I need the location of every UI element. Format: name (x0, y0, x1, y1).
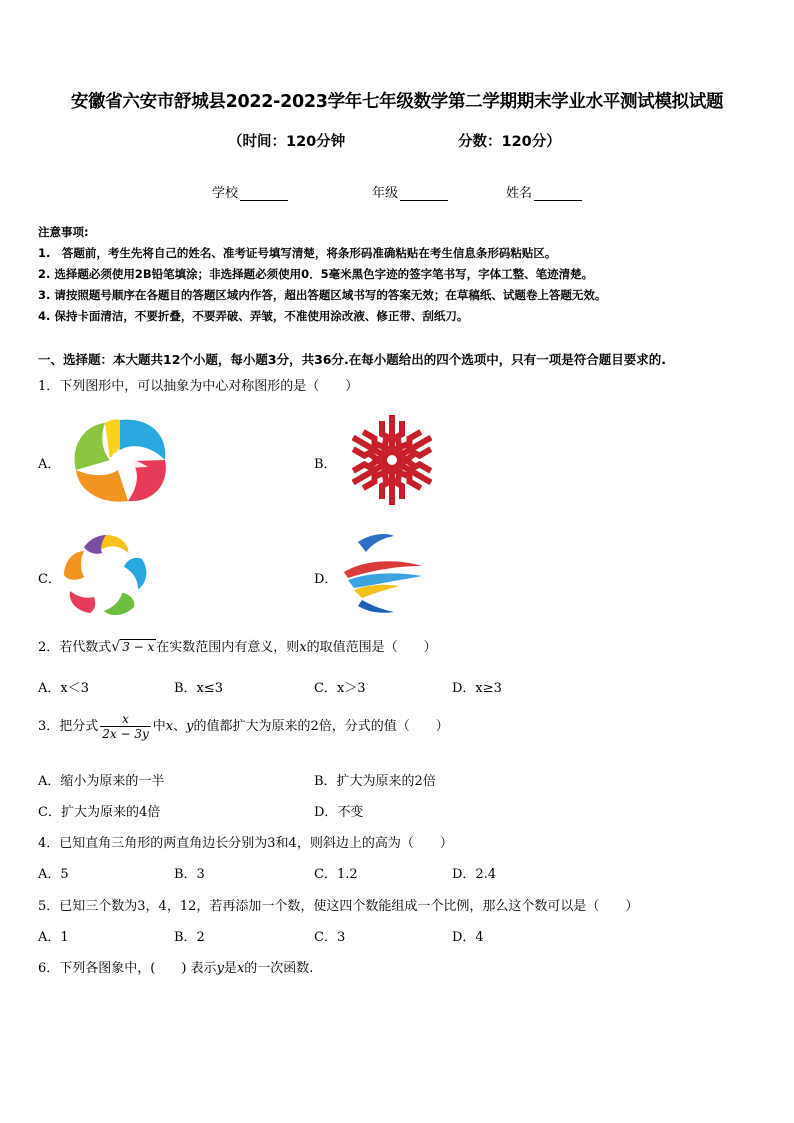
q3-sep: 、 (173, 719, 187, 734)
q5-option-b[interactable]: B．2 (174, 930, 205, 945)
q2-pre: 2．若代数式 (38, 640, 112, 655)
q6-post: 的一次函数. (244, 961, 314, 976)
q4-option-b[interactable]: B．3 (174, 867, 205, 882)
q3-mid: 中 (152, 719, 166, 734)
question-2-stem (38, 636, 437, 655)
figure-a-petal-logo (70, 415, 170, 505)
q2-option-c[interactable]: C．x＞3 (314, 681, 366, 696)
q3-y: y (186, 719, 194, 734)
q3-x: x (165, 719, 174, 734)
q6-mid: 是 (223, 961, 237, 976)
name-label: 姓名 (506, 186, 533, 201)
q3-option-d[interactable]: D．不变 (314, 805, 364, 820)
q2-radicand: 3 − x (122, 640, 155, 654)
school-field (212, 182, 288, 201)
exam-score: 分数：120分） (458, 134, 561, 150)
q1-option-c-label: C． (38, 572, 61, 587)
q3-numerator: x (122, 712, 129, 726)
school-blank[interactable] (240, 188, 288, 201)
grade-field (372, 182, 448, 201)
q5-option-c[interactable]: C．3 (314, 930, 346, 945)
q5-option-a[interactable]: A．1 (38, 930, 69, 945)
q1-option-a-label: A． (38, 457, 61, 472)
q2-option-a[interactable]: A．x＜3 (38, 681, 89, 696)
grade-blank[interactable] (400, 188, 448, 201)
q4-option-a[interactable]: A．5 (38, 867, 69, 882)
question-6-stem (38, 957, 313, 976)
school-label: 学校 (212, 186, 239, 201)
q5-option-d[interactable]: D．4 (452, 930, 484, 945)
q3-pre: 3．把分式 (38, 719, 99, 734)
exam-title: 安徽省六安市舒城县2022-2023学年七年级数学第二学期期末学业水平测试模拟试题 (70, 92, 724, 112)
q1-option-d-label: D． (314, 572, 338, 587)
q3-post: 的值都扩大为原来的2倍，分式的值（ ） (193, 719, 449, 734)
grade-label: 年级 (372, 186, 399, 201)
question-1-stem: 1．下列图形中，可以抽象为中心对称图形的是（ ） (38, 379, 359, 394)
notes-heading: 注意事项: (38, 225, 89, 239)
q6-x: x (236, 961, 245, 976)
note-item: 1. 答题前，考生先将自己的姓名、准考证号填写清楚，将条形码准确粘贴在考生信息条形码粘贴区。 (38, 246, 557, 260)
q4-option-c[interactable]: C．1.2 (314, 867, 358, 882)
q3-denominator: 2x − 3y (102, 727, 149, 741)
note-item: 4. 保持卡面清洁，不要折叠，不要弄破、弄皱，不准使用涂改液、修正带、刮纸刀。 (38, 309, 469, 323)
q3-option-b[interactable]: B．扩大为原来的2倍 (314, 774, 436, 789)
note-item: 2. 选择题必须使用2B铅笔填涂；非选择题必须使用0．5毫米黑色字迹的签字笔书写，字体工整、笔迹清楚。 (38, 267, 594, 281)
q3-option-c[interactable]: C．扩大为原来的4倍 (38, 805, 161, 820)
name-blank[interactable] (534, 188, 582, 201)
note-item: 3. 请按照题号顺序在各题目的答题区域内作答，超出答题区域书写的答案无效；在草稿纸、试题卷上答题无效。 (38, 288, 607, 302)
figure-d-swoosh-logo (338, 532, 428, 616)
q3-fraction (100, 712, 151, 741)
q6-y: y (216, 961, 224, 976)
q1-option-b-label: B． (314, 457, 337, 472)
exam-time: （时间：120分钟 (228, 134, 346, 150)
q4-option-d[interactable]: D．2.4 (452, 867, 497, 882)
sqrt-symbol: √ (111, 639, 121, 655)
q2-post: 在实数范围内有意义，则 (156, 640, 300, 655)
question-3-stem (38, 712, 449, 741)
q6-pre: 6．下列各图象中，( ) 表示 (38, 961, 217, 976)
section-heading: 一、选择题：本大题共12个小题，每小题3分，共36分.在每小题给出的四个选项中，只有一项是符合题目要求的. (38, 352, 666, 367)
q2-var: x (299, 640, 307, 655)
q2-option-d[interactable]: D．x≥3 (452, 681, 502, 696)
q2-option-b[interactable]: B．x≤3 (174, 681, 224, 696)
figure-b-snowflake (344, 412, 440, 508)
name-field (506, 182, 582, 201)
figure-c-ring-of-drops (60, 530, 152, 620)
q2-tail: 的取值范围是（ ） (306, 640, 437, 655)
question-5-stem: 5．已知三个数为3，4，12，若再添加一个数，使这四个数能组成一个比例，那么这个数可以是（ ） (38, 899, 639, 914)
question-4-stem: 4．已知直角三角形的两直角边长分别为3和4，则斜边上的高为（ ） (38, 836, 453, 851)
q3-option-a[interactable]: A．缩小为原来的一半 (38, 774, 165, 789)
